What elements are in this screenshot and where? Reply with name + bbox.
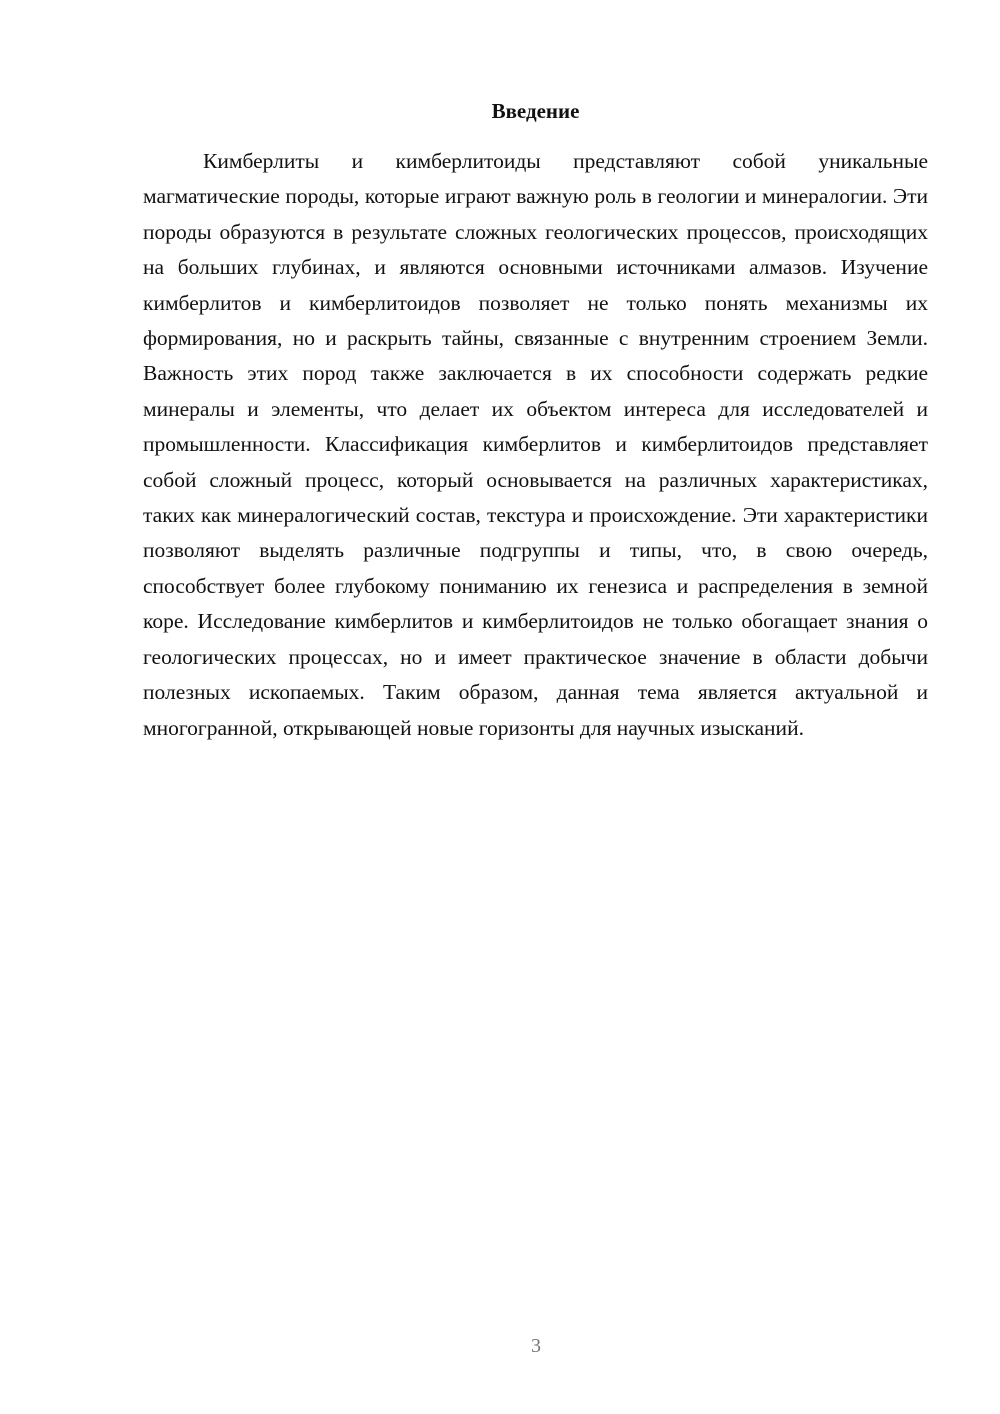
- section-heading: Введение: [491, 99, 580, 123]
- page-number: 3: [531, 1335, 541, 1357]
- introduction-paragraph: Кимберлиты и кимберлитоиды представляют собой уникальные магматические породы, которые играют важную роль в геологии и минералогии. Эти породы образуются в результате сложных геологических процессов, происходящих на больших глубинах, и являются основными источниками алмазов. Изучение кимберлитов и кимберлитоидов позволяет не только понять механизмы их формирования, но и раскрыть тайны, связанные с внутренним строением Земли. Важность этих пород также заключается в их способности содержать редкие минералы и элементы, что делает их объектом интереса для исследователей и промышленности. Классификация кимберлитов и кимберлитоидов представляет собой сложный процесс, который основывается на различных характеристиках, таких как минералогический состав, текстура и происхождение. Эти характеристики позволяют выделять различные подгруппы и типы, что, в свою очередь, способствует более глубокому пониманию их генезиса и распределения в земной коре. Исследование кимберлитов и кимберлитоидов не только обогащает знания о геологических процессах, но и имеет практическое значение в области добычи полезных ископаемых. Таким образом, данная тема является актуальной и многогранной, открывающей новые горизонты для научных изысканий.: [143, 149, 928, 740]
